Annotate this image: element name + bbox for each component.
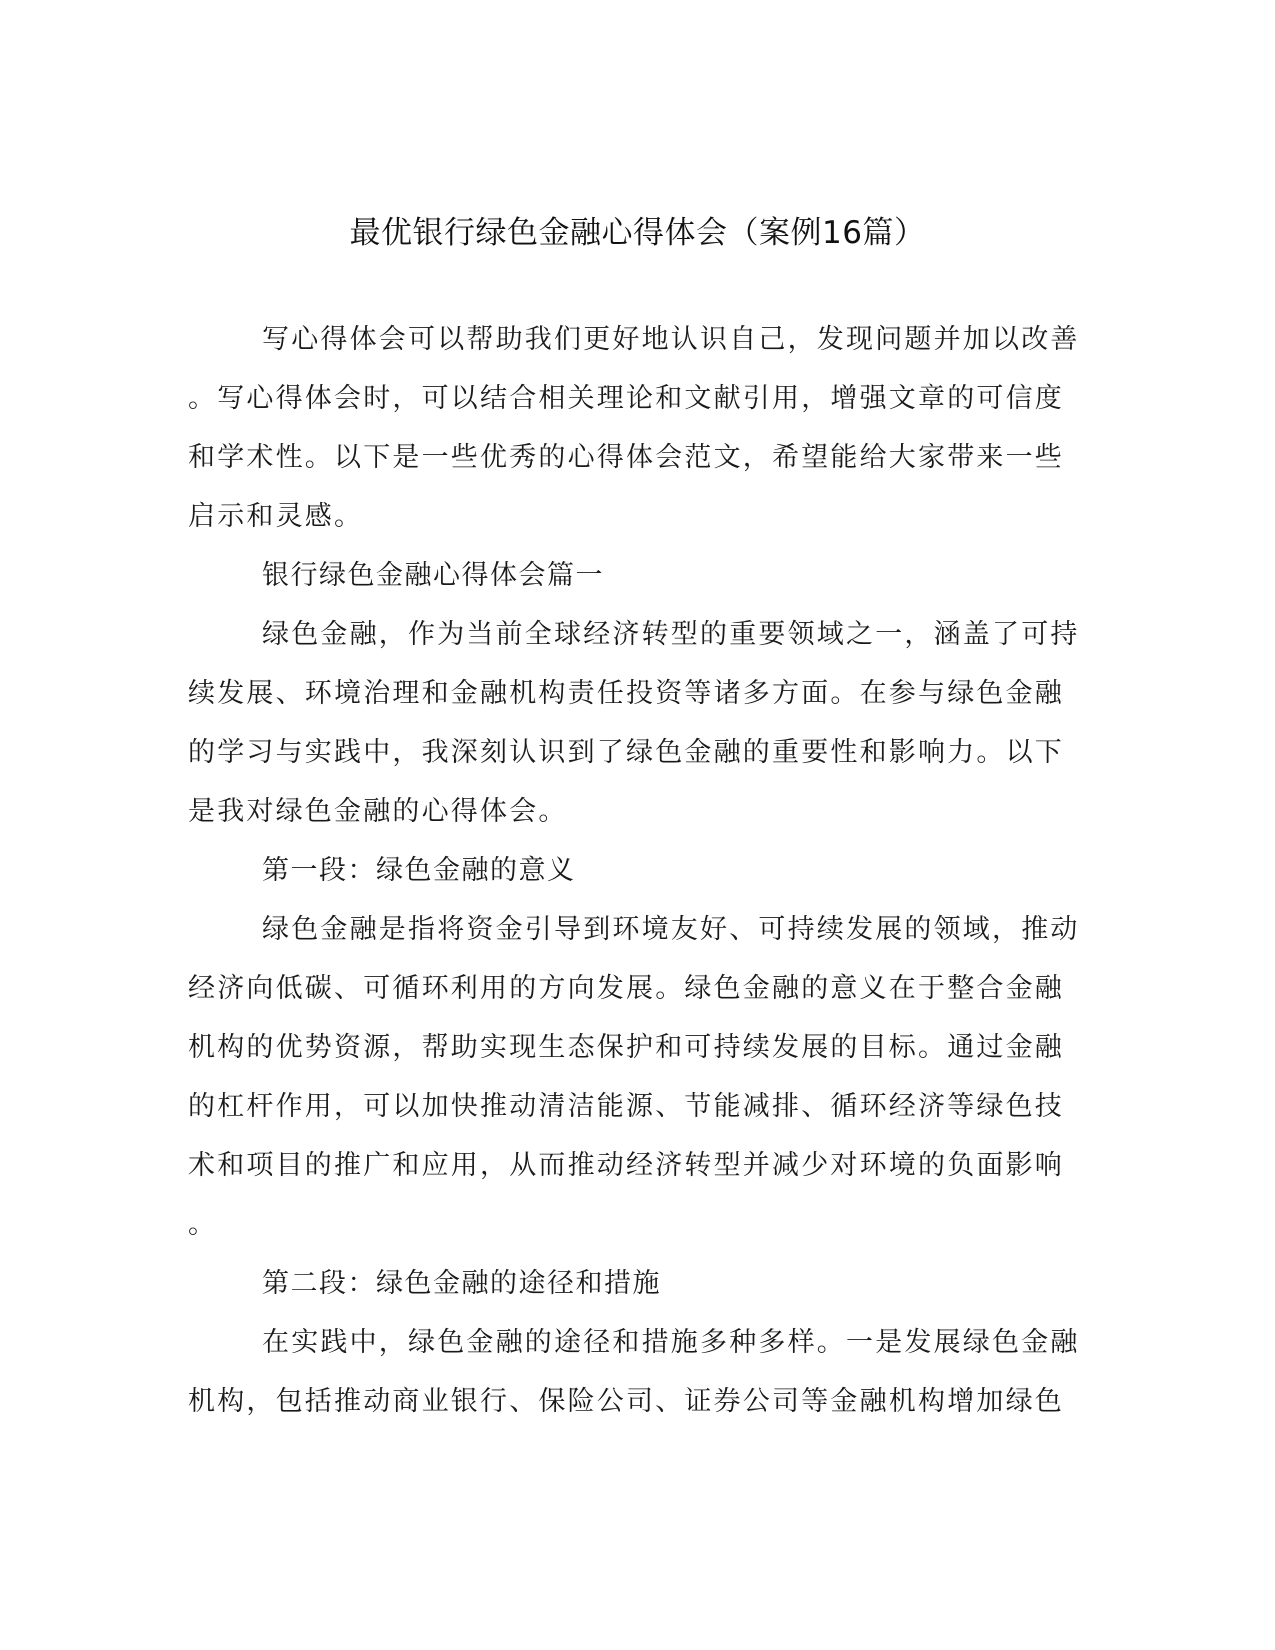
paragraph-line: 在实践中，绿色金融的途径和措施多种多样。一是发展绿色金融 [262,1327,1080,1358]
paragraph-line: 启示和灵感。 [188,501,364,532]
subsection-heading: 第一段：绿色金融的意义 [262,855,576,886]
paragraph-line: 。 [188,1209,218,1240]
paragraph-line: 的杠杆作用，可以加快推动清洁能源、节能减排、循环经济等绿色技 [188,1091,1064,1122]
paragraph-line: 经济向低碳、可循环利用的方向发展。绿色金融的意义在于整合金融 [188,973,1064,1004]
subsection-heading: 第二段：绿色金融的途径和措施 [262,1268,661,1299]
paragraph-line: 。写心得体会时，可以结合相关理论和文献引用，增强文章的可信度 [188,383,1064,414]
paragraph-line: 机构，包括推动商业银行、保险公司、证券公司等金融机构增加绿色 [188,1386,1064,1417]
section-heading: 银行绿色金融心得体会篇一 [262,560,604,591]
paragraph-line: 是我对绿色金融的心得体会。 [188,796,568,827]
paragraph-line: 术和项目的推广和应用，从而推动经济转型并减少对环境的负面影响 [188,1150,1064,1181]
paragraph-line: 写心得体会可以帮助我们更好地认识自己，发现问题并加以改善 [262,324,1080,355]
paragraph-line: 续发展、环境治理和金融机构责任投资等诸多方面。在参与绿色金融 [188,678,1064,709]
paragraph-line: 的学习与实践中，我深刻认识到了绿色金融的重要性和影响力。以下 [188,737,1064,768]
paragraph-line: 机构的优势资源，帮助实现生态保护和可持续发展的目标。通过金融 [188,1032,1064,1063]
paragraph-line: 和学术性。以下是一些优秀的心得体会范文，希望能给大家带来一些 [188,442,1064,473]
paragraph-line: 绿色金融是指将资金引导到环境友好、可持续发展的领域，推动 [262,914,1080,945]
document-title: 最优银行绿色金融心得体会（案例16篇） [349,215,926,251]
paragraph-line: 绿色金融，作为当前全球经济转型的重要领域之一，涵盖了可持 [262,619,1080,650]
